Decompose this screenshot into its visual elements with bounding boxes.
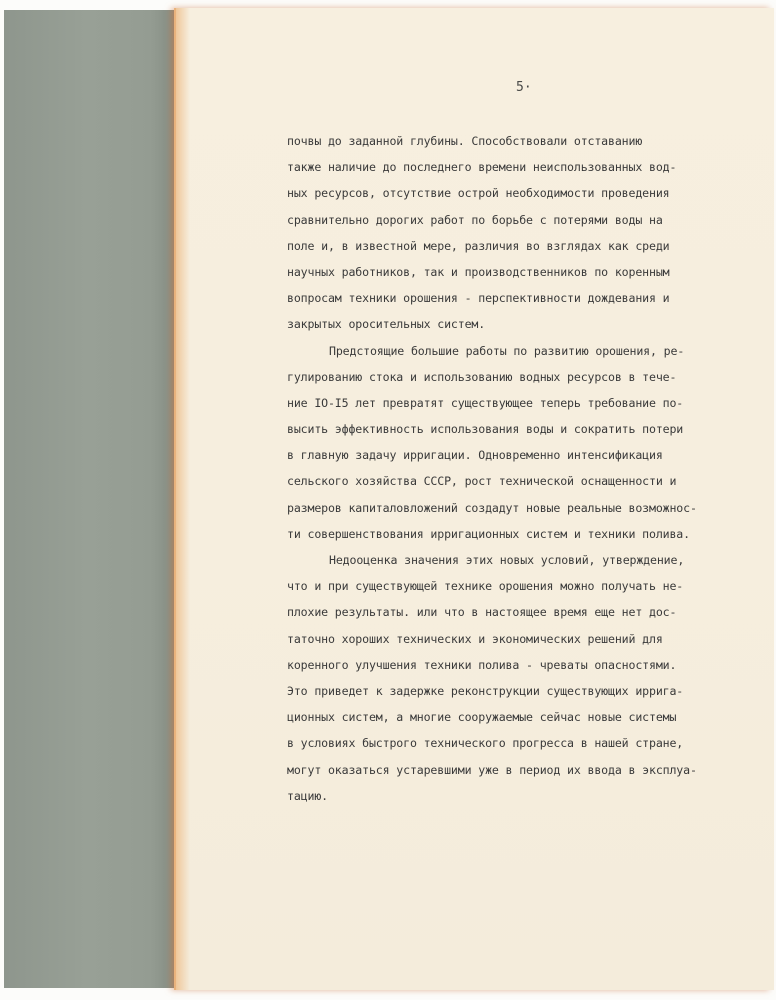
- text-line: размеров капиталовложений создадут новые реальные возможнос-: [287, 500, 697, 515]
- text-line: сравнительно дорогих работ по борьбе с потерями воды на: [287, 212, 663, 227]
- text-line: могут оказаться устаревшими уже в период их ввода в эксплуа-: [287, 762, 697, 777]
- text-line: также наличие до последнего времени неиспользованных вод-: [287, 160, 677, 175]
- text-line: научных работников, так и производственников по коренным: [287, 264, 670, 279]
- text-line: ных ресурсов, отсутствие острой необходимости проведения: [287, 186, 670, 201]
- text-line: поле и, в известной мере, различия во взглядах как среди: [287, 238, 670, 253]
- text-line: гулированию стока и использованию водных ресурсов в тече-: [287, 369, 677, 384]
- text-line: в условиях быстрого технического прогресса в нашей стране,: [287, 736, 684, 751]
- paragraph-first-line: Предстоящие большие работы по развитию орошения, ре-: [329, 343, 685, 358]
- text-line: сельского хозяйства СССР, рост технической оснащенности и: [287, 474, 677, 489]
- page-number: 5·: [516, 80, 532, 95]
- text-line: почвы до заданной глубины. Способствовали отставанию: [287, 134, 643, 148]
- text-line: коренного улучшения техники полива - чреваты опасностями.: [287, 657, 677, 672]
- paper-left-edge: [176, 8, 190, 990]
- paragraph-first-line: Недооценка значения этих новых условий, утверждение,: [329, 553, 685, 567]
- text-line: ти совершенствования ирригационных систем и техники полива.: [287, 526, 690, 541]
- text-line: в главную задачу ирригации. Одновременно интенсификация: [287, 448, 663, 463]
- text-line: плохие результаты. или что в настоящее время еще нет дос-: [287, 605, 677, 620]
- text-line: закрытых оросительных систем.: [287, 317, 486, 332]
- text-line: тацию.: [287, 788, 328, 803]
- text-line: что и при существующей технике орошения можно получать не-: [287, 579, 684, 594]
- text-line: ние IO-I5 лет превратят существующее теперь требование по-: [287, 395, 684, 410]
- typed-text-block: [287, 128, 767, 809]
- text-line: вопросам техники орошения - перспективности дождевания и: [287, 291, 670, 306]
- text-line: таточно хороших технических и экономических решений для: [287, 631, 663, 646]
- text-line: высить эффективность использования воды и сократить потери: [287, 422, 684, 437]
- text-line: Это приведет к задержке реконструкции существующих ирригa-: [287, 683, 684, 698]
- text-line: ционных систем, а многие сооружаемые сейчас новые системы: [287, 710, 677, 725]
